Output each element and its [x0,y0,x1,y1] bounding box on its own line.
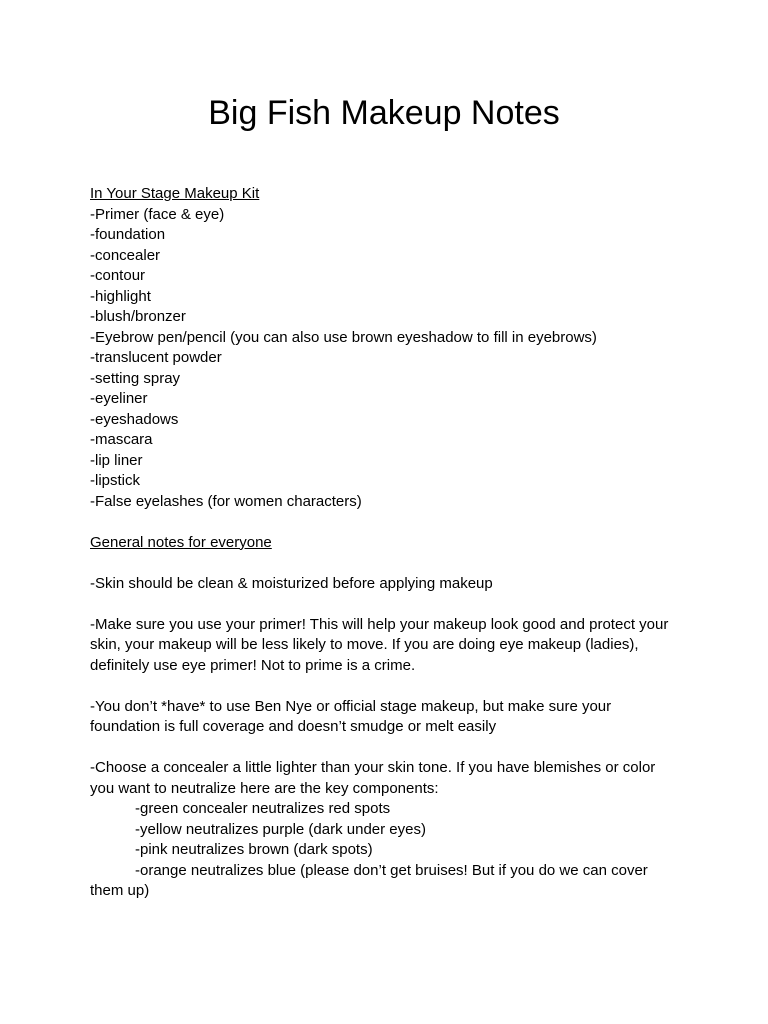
list-item: -setting spray [90,369,181,387]
kit-heading: In Your Stage Makeup Kit [90,185,260,202]
list-item: -contour [90,267,146,284]
kit-list [90,205,680,513]
list-item: -mascara [90,431,153,448]
list-item: -blush/bronzer [90,308,186,325]
list-item: -concealer [90,246,161,264]
page-title: Big Fish Makeup Notes [208,94,560,132]
document-body [90,184,680,902]
list-item: -eyeshadows [90,410,179,428]
neutralizer-item: -yellow neutralizes purple (dark under eyes) [135,820,426,838]
list-item: -eyeliner [90,390,148,407]
note-paragraph: -You don’t *have* to use Ben Nye or official stage makeup, but make sure your foundation is full coverage and doesn’t smudge or melt easily [90,697,612,735]
neutralizer-item: -pink neutralizes brown (dark spots) [135,841,373,858]
list-item: -Eyebrow pen/pencil (you can also use brown eyeshadow to fill in eyebrows) [90,328,597,346]
note-paragraph: -Skin should be clean & moisturized before applying makeup [90,574,493,592]
list-item: -False eyelashes (for women characters) [90,492,362,510]
list-item: -translucent powder [90,349,222,366]
list-item: -highlight [90,287,151,305]
note-paragraph: -Make sure you use your primer! This will help your makeup look good and protect your skin, your makeup will be less likely to move. If you are doing eye makeup (ladies), definitely use eye primer! Not to prime is a crime. [90,615,669,674]
list-item: -lip liner [90,451,143,469]
list-item: -lipstick [90,472,141,489]
neutralizer-item: -orange neutralizes blue (please don’t get bruises! But if you do we can cover them up) [90,861,648,899]
neutralizer-item: -green concealer neutralizes red spots [135,800,391,817]
list-item: -foundation [90,226,166,243]
note-paragraph: -Choose a concealer a little lighter than your skin tone. If you have blemishes or color you want to neutralize here are the key components: [90,759,656,797]
general-notes-heading: General notes for everyone [90,533,272,551]
list-item: -Primer (face & eye) [90,205,225,223]
